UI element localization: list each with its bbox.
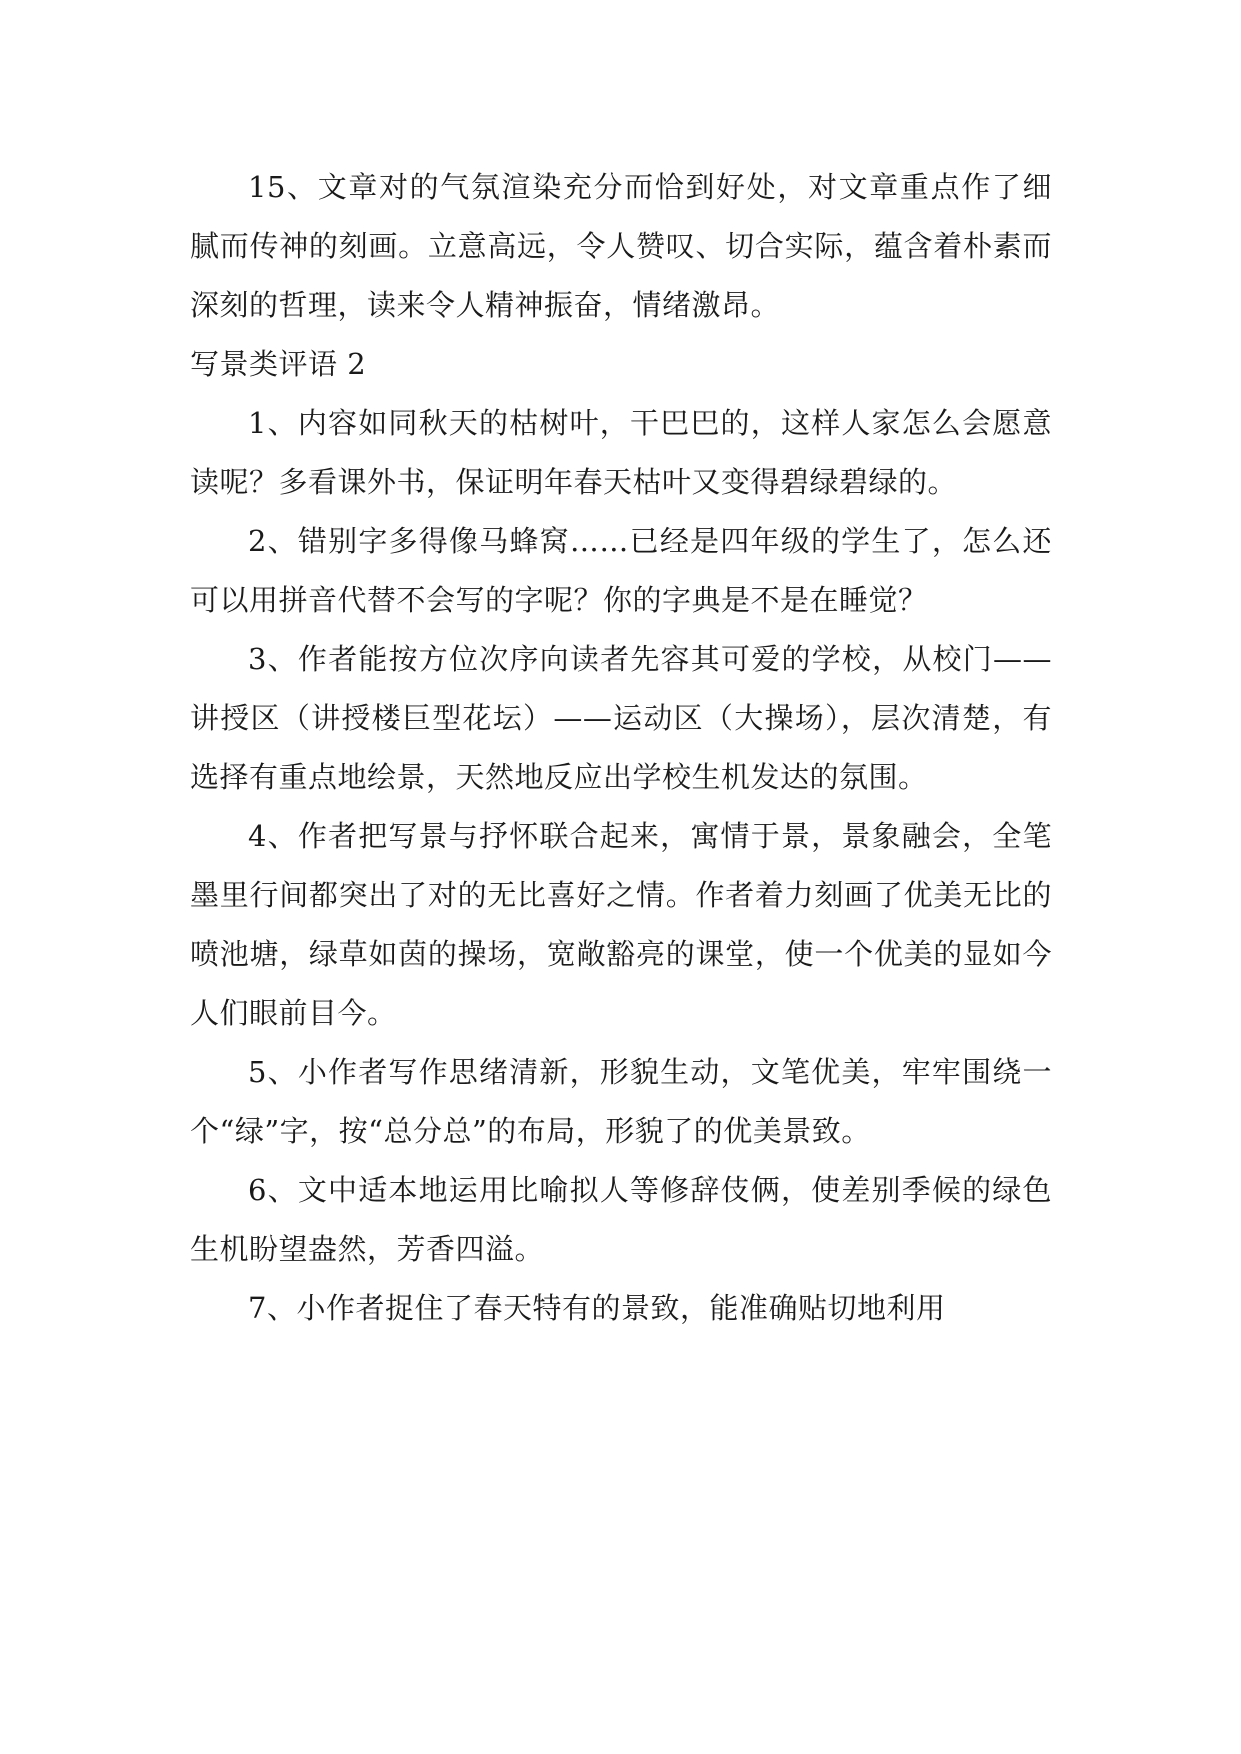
paragraph-item-7: 7、小作者捉住了春天特有的景致，能准确贴切地利用: [248, 1291, 946, 1325]
section-heading: 写景类评语 2: [190, 347, 367, 381]
paragraph-item-6: 6、文中适本地运用比喻拟人等修辞伎俩，使差别季候的绿色生机盼望盎然，芳香四溢。: [190, 1173, 1052, 1266]
paragraph-item-1: 1、内容如同秋天的枯树叶，干巴巴的，这样人家怎么会愿意读呢？多看课外书，保证明年春天枯叶又变得碧绿碧绿的。: [190, 406, 1052, 499]
paragraph-item-4: 4、作者把写景与抒怀联合起来，寓情于景，景象融会，全笔墨里行间都突出了对的无比喜好之情。作者着力刻画了优美无比的喷池塘，绿草如茵的操场，宽敞豁亮的课堂，使一个优美的显如今人们眼前目今。: [190, 819, 1052, 1030]
document-page: [190, 158, 1052, 1338]
paragraph-item-3: 3、作者能按方位次序向读者先容其可爱的学校，从校门——讲授区（讲授楼巨型花坛）——运动区（大操场），层次清楚，有选择有重点地绘景，天然地反应出学校生机发达的氛围。: [190, 642, 1052, 794]
paragraph-item-15: 15、文章对的气氛渲染充分而恰到好处，对文章重点作了细腻而传神的刻画。立意高远，令人赞叹、切合实际，蕴含着朴素而深刻的哲理，读来令人精神振奋，情绪激昂。: [190, 170, 1052, 322]
paragraph-item-5: 5、小作者写作思绪清新，形貌生动，文笔优美，牢牢围绕一个“绿”字，按“总分总”的布局，形貌了的优美景致。: [190, 1055, 1052, 1148]
paragraph-item-2: 2、错别字多得像马蜂窝……已经是四年级的学生了，怎么还可以用拼音代替不会写的字呢？你的字典是不是在睡觉？: [190, 524, 1052, 617]
